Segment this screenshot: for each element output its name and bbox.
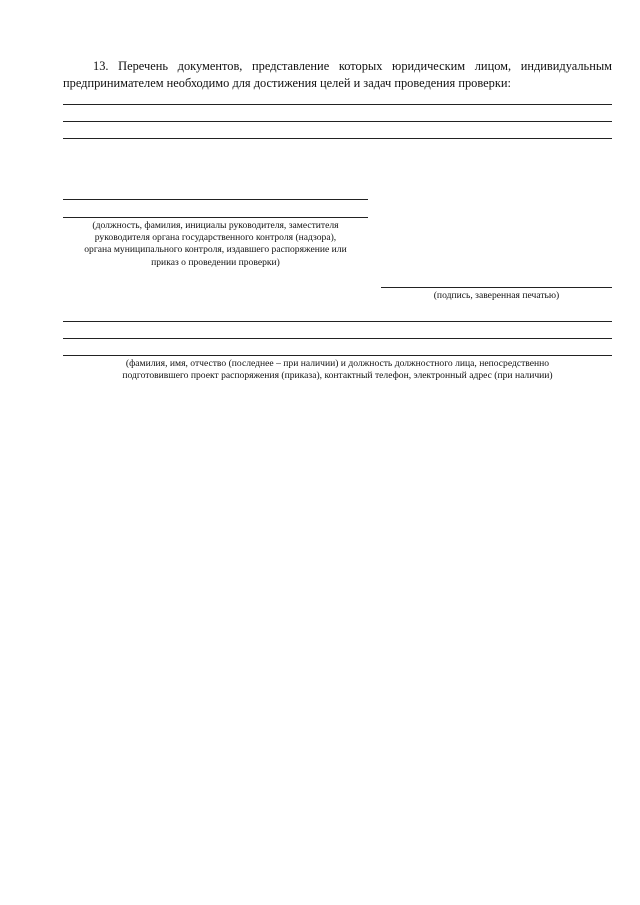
- documents-fill-line-2[interactable]: [63, 121, 612, 122]
- head-caption-line-4: приказ о проведении проверки): [151, 256, 280, 268]
- official-fill-line-3[interactable]: [63, 355, 612, 356]
- head-caption-line-3: органа муниципального контроля, издавшего распоряжение или: [84, 244, 347, 256]
- signature-fill-line[interactable]: [381, 287, 612, 288]
- official-caption: [63, 358, 612, 382]
- official-caption-line-2: подготовившего проект распоряжения (приказа), контактный телефон, электронный адрес (при наличии): [122, 370, 553, 382]
- head-fill-line-2[interactable]: [63, 217, 368, 218]
- section-13-text: Перечень документов, представление которых юридическим лицом, индивидуальным предпринимателем необходимо для достижения целей и задач проведения проверки:: [63, 59, 612, 90]
- official-caption-line-1: (фамилия, имя, отчество (последнее – при наличии) и должность должностного лица, непосредственно: [125, 358, 550, 369]
- signature-caption: (подпись, заверенная печатью): [433, 290, 560, 301]
- documents-fill-line-3[interactable]: [63, 138, 612, 139]
- official-fill-line-2[interactable]: [63, 338, 612, 339]
- head-fill-line-1[interactable]: [63, 199, 368, 200]
- head-caption-line-2: руководителя органа государственного контроля (надзора),: [94, 232, 337, 244]
- section-13-paragraph: [63, 58, 612, 92]
- head-caption-line-1: (должность, фамилия, инициалы руководителя, заместителя: [92, 220, 339, 231]
- official-fill-line-1[interactable]: [63, 321, 612, 322]
- head-caption: [55, 220, 376, 269]
- section-13-number: 13.: [93, 59, 109, 73]
- documents-fill-line-1[interactable]: [63, 104, 612, 105]
